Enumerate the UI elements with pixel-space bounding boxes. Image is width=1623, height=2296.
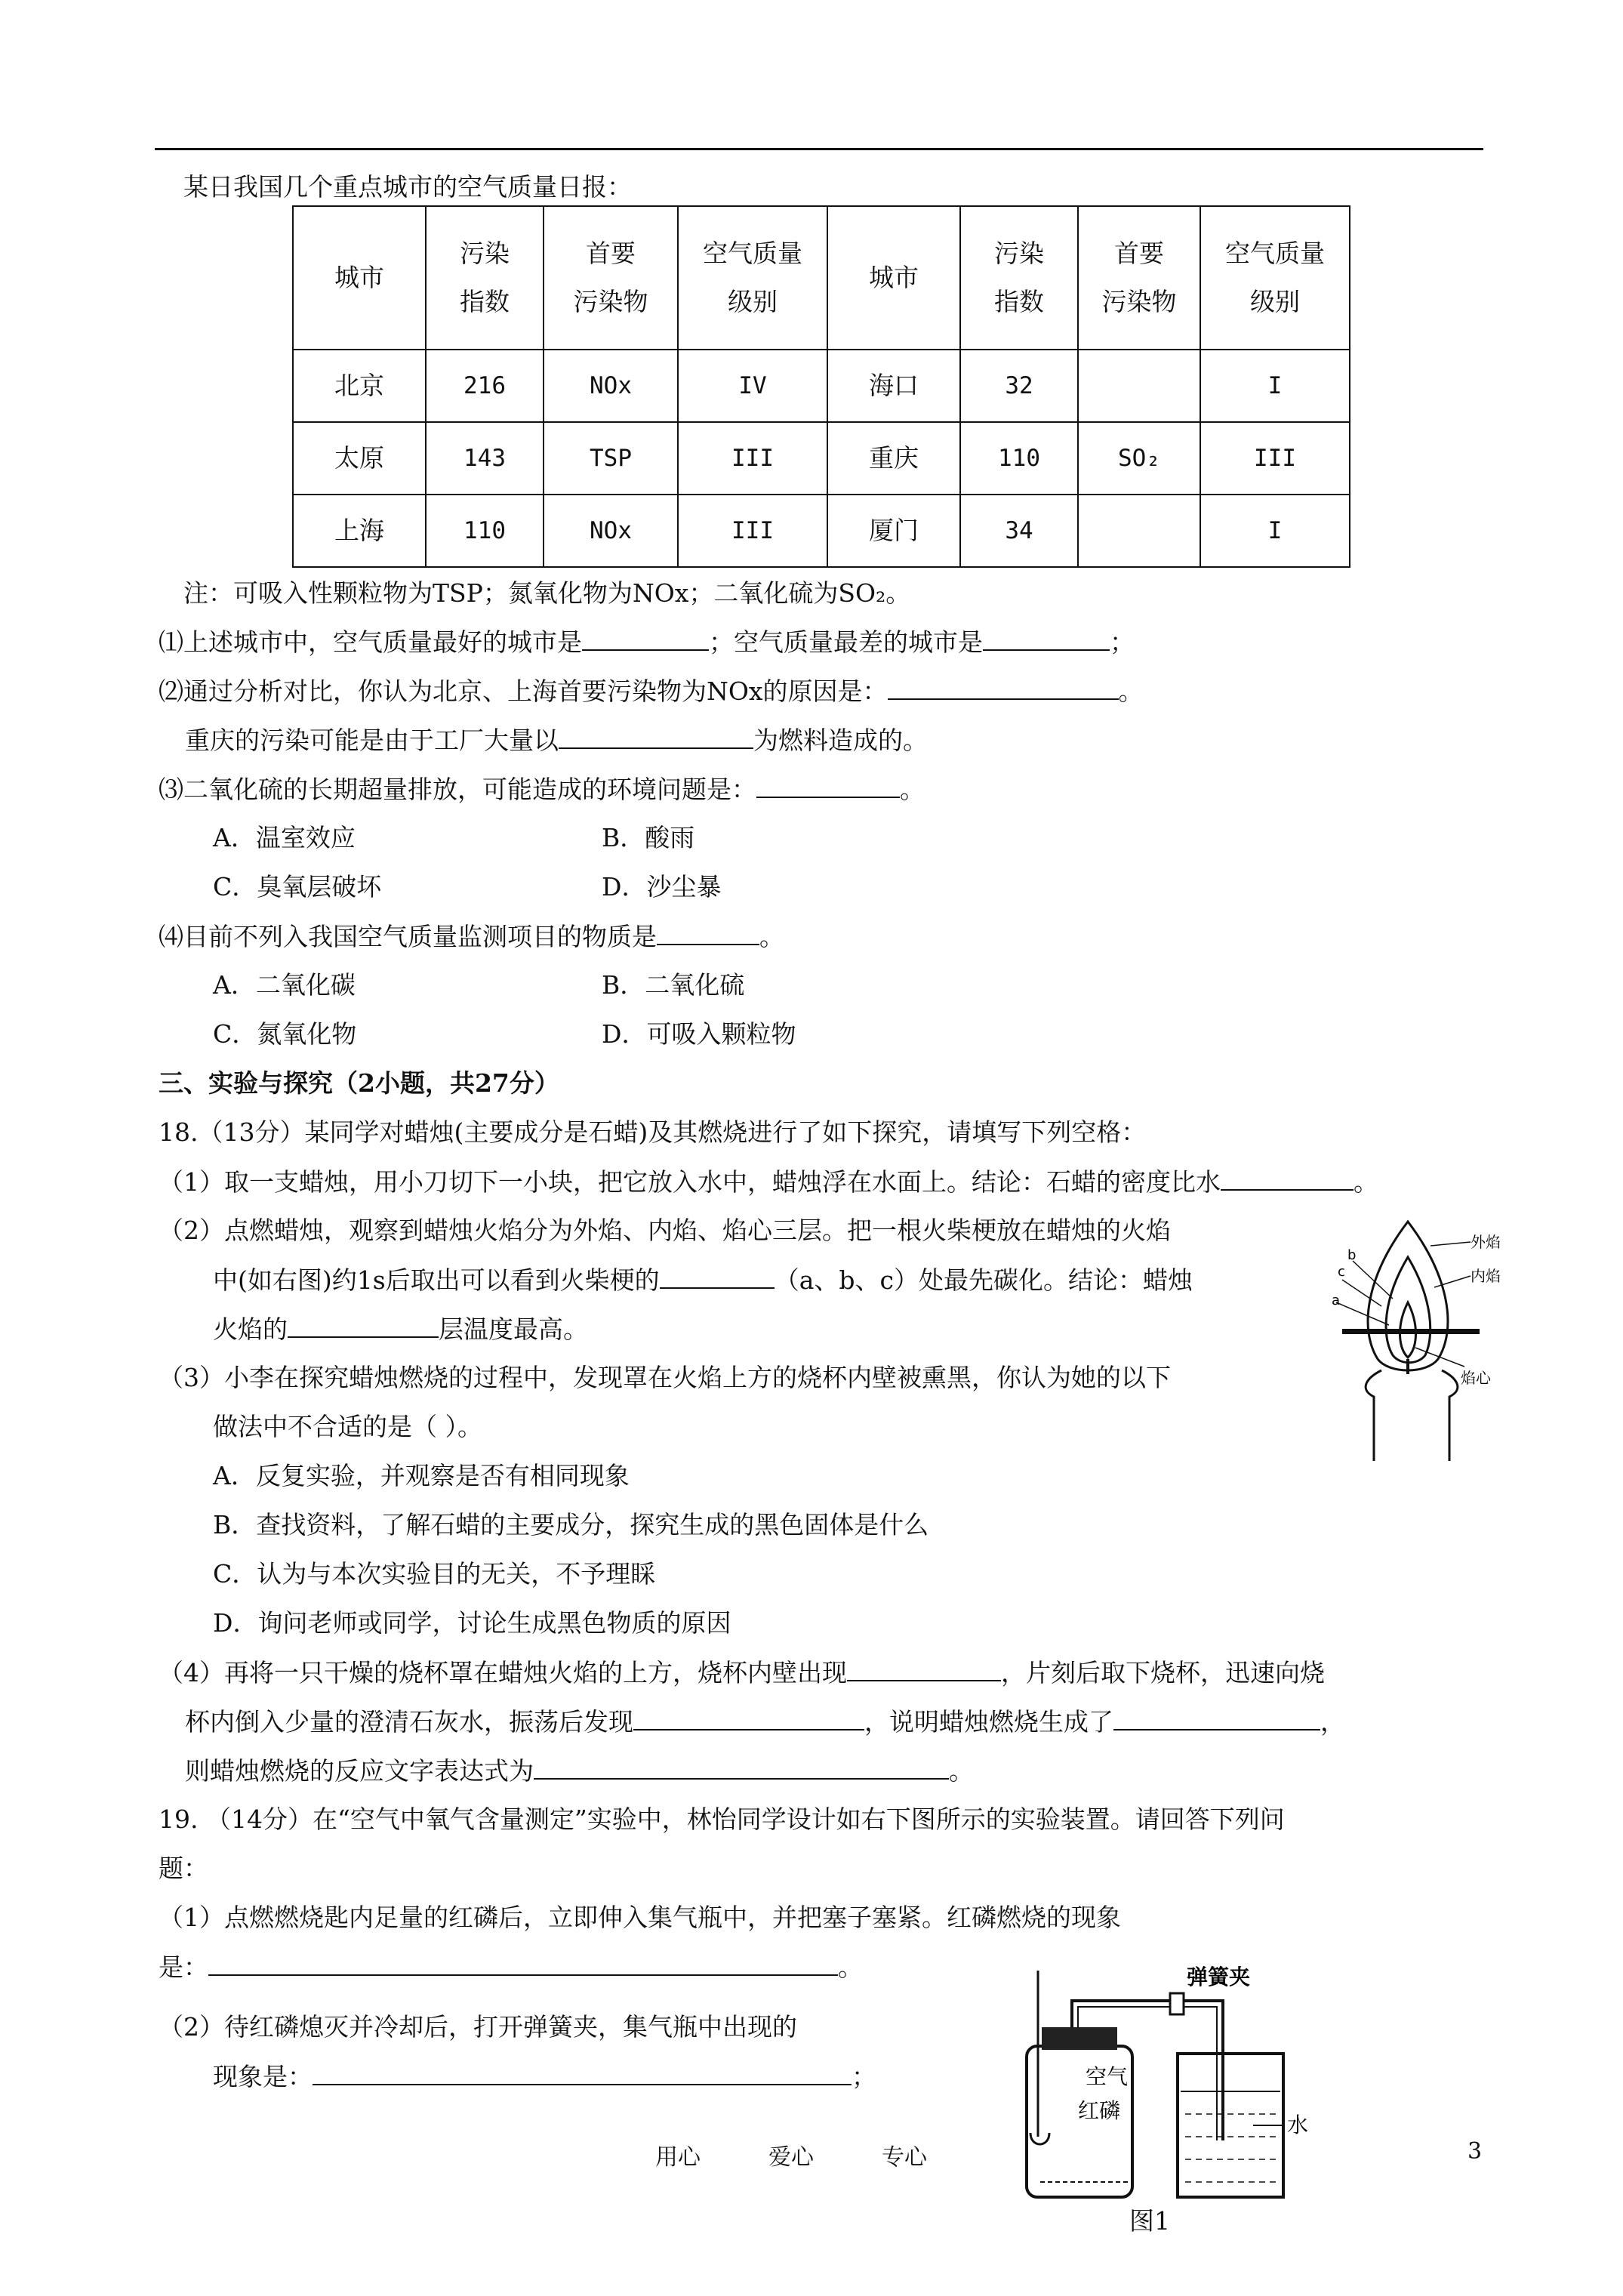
bottle-stopper xyxy=(1042,2027,1117,2050)
q2-text-a: ⑵通过分析对比，你认为北京、上海首要污染物为NOx的原因是： xyxy=(159,676,888,706)
header-label: 空气质量 级别 xyxy=(1225,239,1325,316)
table-cell xyxy=(1078,350,1200,422)
figure-1-caption: 图1 xyxy=(1129,2206,1170,2236)
q19-p1b-text: 是： xyxy=(159,1952,208,1982)
q18-p3-option-c: C．认为与本次实验目的无关，不予理睬 xyxy=(213,1559,656,1589)
question-4 xyxy=(159,921,784,952)
question-2-line2 xyxy=(185,725,928,756)
q4-option-d: D．可吸入颗粒物 xyxy=(602,1019,796,1049)
footer-item-1: 用心 xyxy=(655,2144,701,2171)
answer-blank[interactable] xyxy=(1221,1166,1354,1191)
matchstick xyxy=(1342,1329,1480,1334)
table-cell: 32 xyxy=(960,350,1078,422)
q2-text-b: 。 xyxy=(1118,676,1144,706)
table-cell: 110 xyxy=(426,495,544,567)
table-cell: I xyxy=(1200,350,1350,422)
label-inner-flame: 内焰 xyxy=(1471,1267,1501,1285)
table-cell: NOx xyxy=(544,350,678,422)
answer-blank[interactable] xyxy=(660,1265,775,1289)
intro-text: 某日我国几个重点城市的空气质量日报： xyxy=(183,172,632,202)
table-cell: 110 xyxy=(960,422,1078,495)
q4-stem: ⑷目前不列入我国空气质量监测项目的物质是 xyxy=(159,922,657,951)
footer-item-2: 爱心 xyxy=(768,2144,814,2171)
q1-text-b: ；空气质量最差的城市是 xyxy=(709,627,983,657)
label-water: 水 xyxy=(1287,2113,1309,2137)
q4-option-b: B．二氧化硫 xyxy=(602,970,745,1000)
header-rule xyxy=(155,148,1483,150)
q18-p1-text: （1）取一支蜡烛，用小刀切下一小块，把它放入水中，蜡烛浮在水面上。结论：石蜡的密度比水 xyxy=(159,1167,1221,1197)
table-cell: III xyxy=(1200,422,1350,495)
table-cell: 34 xyxy=(960,495,1078,567)
table-cell: 143 xyxy=(426,422,544,495)
q3-option-a: A．温室效应 xyxy=(213,823,356,852)
q18-p2b-text: 中(如右图)约1s后取出可以看到火柴梗的 xyxy=(213,1265,660,1295)
table-cell: 上海 xyxy=(293,495,426,567)
footer-item-3: 专心 xyxy=(882,2144,927,2171)
answer-blank[interactable] xyxy=(633,1706,864,1730)
header-label: 空气质量 级别 xyxy=(703,239,802,316)
q4-option-a: A．二氧化碳 xyxy=(213,970,356,1000)
q18-part-2-line2 xyxy=(213,1265,1193,1296)
table-note: 注：可吸入性颗粒物为TSP；氮氧化物为NOx；二氧化硫为SO₂。 xyxy=(183,578,911,608)
q18-p2c-end: 层温度最高。 xyxy=(439,1314,588,1344)
table-row xyxy=(293,495,1350,567)
table-cell: 重庆 xyxy=(827,422,960,495)
header-cell xyxy=(1200,206,1350,350)
q18-part-3-line2: 做法中不合适的是（ ）。 xyxy=(213,1412,482,1441)
answer-blank[interactable] xyxy=(559,725,753,749)
table-cell: 太原 xyxy=(293,422,426,495)
header-cell xyxy=(827,206,960,350)
q18-p3-option-a: A．反复实验，并观察是否有相同现象 xyxy=(213,1461,630,1490)
inner-flame-shape xyxy=(1386,1257,1431,1363)
q2-text-d: 为燃料造成的。 xyxy=(753,726,928,755)
candle-flame-figure xyxy=(1332,1216,1501,1465)
q18-part-2-line3 xyxy=(213,1314,588,1345)
table-cell: 厦门 xyxy=(827,495,960,567)
q18-p3-option-d: D．询问老师或同学，讨论生成黑色物质的原因 xyxy=(213,1608,731,1638)
oxygen-apparatus-figure xyxy=(996,1955,1321,2205)
table-row xyxy=(293,350,1350,422)
q19-p2b-text: 现象是： xyxy=(213,2062,313,2091)
q19-part-2-line1: （2）待红磷熄灭并冷却后，打开弹簧夹，集气瓶中出现的 xyxy=(159,2012,797,2042)
q4-end: 。 xyxy=(759,922,784,951)
table-cell: 海口 xyxy=(827,350,960,422)
table-cell xyxy=(1078,495,1200,567)
table-header-row xyxy=(293,206,1350,350)
table-cell: III xyxy=(678,422,827,495)
answer-blank[interactable] xyxy=(983,627,1110,651)
header-cell xyxy=(293,206,426,350)
outer-flame-shape xyxy=(1368,1222,1448,1370)
page-number: 3 xyxy=(1467,2138,1483,2165)
label-b: b xyxy=(1347,1247,1357,1263)
q18-p4a-text: （4）再将一只干燥的烧杯罩在蜡烛火焰的上方，烧杯内壁出现 xyxy=(159,1658,847,1687)
question-2 xyxy=(159,676,1144,707)
answer-blank[interactable] xyxy=(288,1314,439,1338)
q18-p3-option-b: B．查找资料，了解石蜡的主要成分，探究生成的黑色固体是什么 xyxy=(213,1510,929,1539)
label-outer-flame: 外焰 xyxy=(1471,1233,1501,1251)
q18-p2c-text: 火焰的 xyxy=(213,1314,288,1344)
combustion-spoon xyxy=(1030,2133,1049,2144)
q18-part-4-line3 xyxy=(185,1755,974,1786)
header-label: 城市 xyxy=(334,263,384,292)
q18-p1-end: 。 xyxy=(1354,1167,1378,1197)
q18-part-4-line1 xyxy=(159,1657,1325,1688)
q18-p4b-mid: ，说明蜡烛燃烧生成了 xyxy=(864,1707,1113,1737)
q18-p4b-text: 杯内倒入少量的澄清石灰水，振荡后发现 xyxy=(185,1707,633,1737)
q18-part-1 xyxy=(159,1166,1378,1197)
q3-option-c: C．臭氧层破坏 xyxy=(213,872,382,901)
q18-p4c-text: 则蜡烛燃烧的反应文字表达式为 xyxy=(185,1756,534,1786)
answer-blank[interactable] xyxy=(888,676,1119,700)
q1-text-c: ； xyxy=(1110,627,1135,657)
q18-stem: 18.（13分）某同学对蜡烛(主要成分是石蜡)及其燃烧进行了如下探究，请填写下列空格： xyxy=(159,1117,1147,1147)
table-cell: 216 xyxy=(426,350,544,422)
section-3-heading: 三、实验与探究（2小题，共27分） xyxy=(159,1068,559,1098)
candle-body xyxy=(1366,1370,1458,1461)
answer-blank[interactable] xyxy=(756,774,900,798)
q19-stem-line2: 题： xyxy=(159,1854,208,1883)
q18-part-3-line1: （3）小李在探究蜡烛燃烧的过程中，发现罩在火焰上方的烧杯内壁被熏黑，你认为她的以下 xyxy=(159,1363,1171,1392)
q18-p4b-end: ， xyxy=(1320,1707,1345,1737)
table-cell: I xyxy=(1200,495,1350,567)
table-row xyxy=(293,422,1350,495)
answer-blank[interactable] xyxy=(208,1952,838,1976)
answer-blank[interactable] xyxy=(582,627,709,651)
header-label: 首要 污染物 xyxy=(573,239,648,316)
q18-part-4-line2 xyxy=(185,1706,1345,1737)
q4-option-c: C．氮氧化物 xyxy=(213,1019,357,1049)
q18-p2b-mid: （a、b、c）处最先碳化。结论：蜡烛 xyxy=(774,1265,1193,1295)
q19-stem-line1: 19. （14分）在“空气中氧气含量测定”实验中，林怡同学设计如右下图所示的实验装置。请回答下列问 xyxy=(159,1804,1285,1834)
label-red-phosphorus: 红磷 xyxy=(1078,2098,1121,2123)
q3-option-d: D．沙尘暴 xyxy=(602,872,722,901)
q3-end: 。 xyxy=(900,775,925,804)
question-1 xyxy=(159,627,1135,658)
header-cell xyxy=(960,206,1078,350)
label-air: 空气 xyxy=(1086,2064,1129,2089)
answer-blank[interactable] xyxy=(534,1755,949,1780)
q2-text-c: 重庆的污染可能是由于工厂大量以 xyxy=(185,726,559,755)
q18-part-2-line1: （2）点燃蜡烛，观察到蜡烛火焰分为外焰、内焰、焰心三层。把一根火柴梗放在蜡烛的火焰 xyxy=(159,1216,1171,1245)
header-cell xyxy=(544,206,678,350)
table-cell: 北京 xyxy=(293,350,426,422)
header-cell xyxy=(426,206,544,350)
answer-blank[interactable] xyxy=(313,2061,852,2085)
air-quality-table xyxy=(292,205,1350,568)
table-cell: IV xyxy=(678,350,827,422)
q1-text-a: ⑴上述城市中，空气质量最好的城市是 xyxy=(159,627,582,657)
label-a: a xyxy=(1332,1293,1341,1308)
header-label: 污染 指数 xyxy=(460,239,510,316)
q19-p2-end: ； xyxy=(852,2062,876,2091)
q19-part-1-line2 xyxy=(159,1952,863,1983)
header-cell xyxy=(678,206,827,350)
table-cell: III xyxy=(678,495,827,567)
table-cell: NOx xyxy=(544,495,678,567)
label-c: c xyxy=(1338,1264,1345,1280)
label-flame-core: 焰心 xyxy=(1461,1369,1491,1387)
answer-blank[interactable] xyxy=(657,921,759,945)
q3-stem: ⑶二氧化硫的长期超量排放，可能造成的环境问题是： xyxy=(159,775,756,804)
label-spring-clip: 弹簧夹 xyxy=(1187,1965,1251,1989)
q3-option-b: B．酸雨 xyxy=(602,823,695,852)
question-3 xyxy=(159,774,925,805)
q18-p4a-mid: ，片刻后取下烧杯，迅速向烧 xyxy=(1001,1658,1325,1687)
q18-p4c-end: 。 xyxy=(949,1756,974,1786)
header-cell xyxy=(1078,206,1200,350)
header-label: 城市 xyxy=(869,263,919,292)
header-label: 污染 指数 xyxy=(994,239,1044,316)
header-label: 首要 污染物 xyxy=(1101,239,1177,316)
answer-blank[interactable] xyxy=(847,1657,1001,1681)
answer-blank[interactable] xyxy=(1113,1706,1320,1730)
spring-clip[interactable] xyxy=(1170,1993,1184,2014)
table-cell: SO₂ xyxy=(1078,422,1200,495)
q19-p1-end: 。 xyxy=(838,1952,863,1982)
q19-part-1-line1: （1）点燃燃烧匙内足量的红磷后，立即伸入集气瓶中，并把塞子塞紧。红磷燃烧的现象 xyxy=(159,1903,1121,1932)
table-cell: TSP xyxy=(544,422,678,495)
q19-part-2-line2 xyxy=(213,2061,876,2092)
